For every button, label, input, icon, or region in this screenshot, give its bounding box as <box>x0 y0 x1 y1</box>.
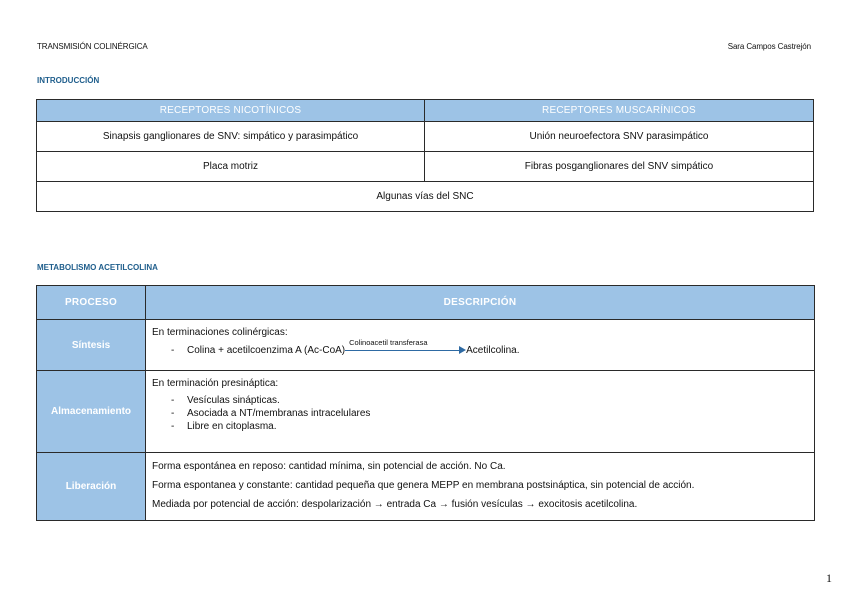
list-item: - Libre en citoplasma. <box>152 420 808 433</box>
process-label: Liberación <box>37 453 146 521</box>
receptors-table <box>36 99 814 212</box>
arrow-line-icon <box>345 350 460 351</box>
page-number: 1 <box>826 571 832 585</box>
description-line: Forma espontanea y constante: cantidad pequeña que genera MEPP en membrana postsináptica, sin potencial de acción. <box>152 480 695 491</box>
description-intro: En terminaciones colinérgicas: <box>152 327 288 338</box>
reaction-reactants: Colina + acetilcoenzima A (Ac-CoA) <box>187 345 346 356</box>
metabolism-table <box>36 285 815 521</box>
arrow-head-icon <box>459 346 466 354</box>
author-name: Sara Campos Castrejón <box>727 42 811 51</box>
table-cell: Unión neuroefectora SNV parasimpático <box>425 122 814 152</box>
table-cell: Algunas vías del SNC <box>37 182 814 212</box>
table-cell: Placa motriz <box>37 152 425 182</box>
table-row <box>37 453 815 521</box>
table-row <box>37 182 814 212</box>
list-item: - Vesículas sinápticas. <box>152 394 808 407</box>
section-title-metabolismo: METABOLISMO ACETILCOLINA <box>37 263 158 272</box>
table-row <box>37 320 815 371</box>
column-header: RECEPTORES NICOTÍNICOS <box>37 100 425 122</box>
table-cell: Sinapsis ganglionares de SNV: simpático y parasimpático <box>37 122 425 152</box>
column-header: RECEPTORES MUSCARÍNICOS <box>425 100 814 122</box>
table-row <box>37 122 814 152</box>
column-header: PROCESO <box>37 286 146 320</box>
reaction-product: Acetilcolina. <box>466 345 520 356</box>
reaction-arrow <box>345 338 466 355</box>
description-intro: En terminación presináptica: <box>152 378 279 389</box>
document-title: TRANSMISIÓN COLINÉRGICA <box>37 42 148 51</box>
list-item: - Asociada a NT/membranas intracelulares <box>152 407 808 420</box>
table-header-row <box>37 286 815 320</box>
list-item <box>152 338 808 357</box>
section-title-introduccion: INTRODUCCIÓN <box>37 76 100 85</box>
description-line: Mediada por potencial de acción: despolarización → entrada Ca → fusión vesículas → exocitosis acetilcolina. <box>152 499 638 510</box>
description-cell <box>146 371 815 453</box>
process-label: Síntesis <box>37 320 146 371</box>
description-cell <box>146 453 815 521</box>
table-row <box>37 371 815 453</box>
description-line: Forma espontánea en reposo: cantidad mínima, sin potencial de acción. No Ca. <box>152 461 506 472</box>
description-cell <box>146 320 815 371</box>
process-label: Almacenamiento <box>37 371 146 453</box>
table-header-row <box>37 100 814 122</box>
table-row <box>37 152 814 182</box>
enzyme-label: Colinoacetil transferasa <box>349 338 428 348</box>
column-header: DESCRIPCIÓN <box>146 286 815 320</box>
table-cell: Fibras posganglionares del SNV simpático <box>425 152 814 182</box>
